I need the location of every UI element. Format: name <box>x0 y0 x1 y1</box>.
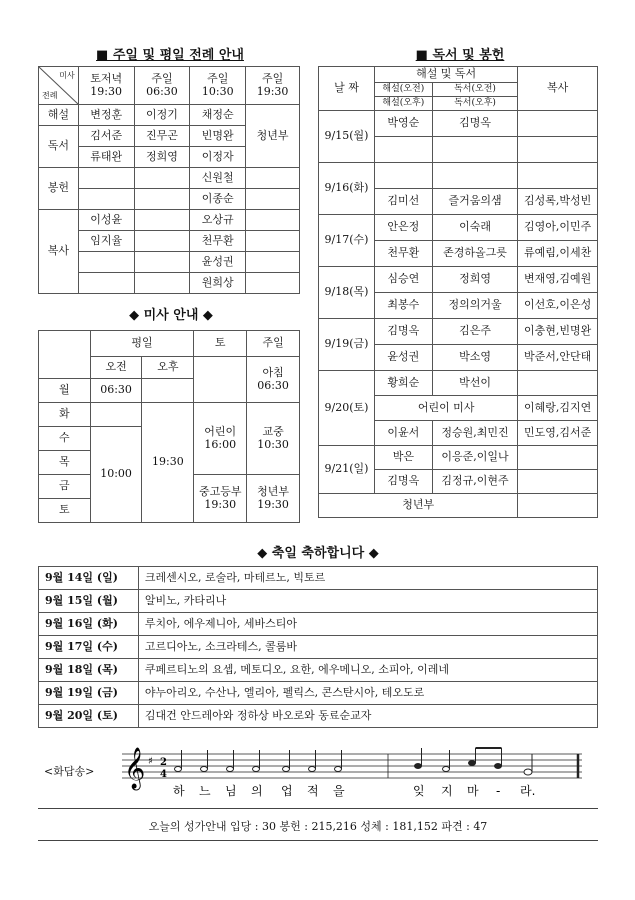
table-cell: 즐거움의샘 <box>432 189 518 215</box>
mon-am: 06:30 <box>90 379 142 403</box>
reading-table <box>318 66 598 518</box>
table-cell: 민도영,김서준 <box>518 421 598 446</box>
date-0918: 9/18(목) <box>319 267 375 319</box>
table-cell <box>142 379 194 403</box>
table-cell: 이충현,빈명완 <box>518 319 598 345</box>
header-sat: 토저녁 19:30 <box>78 67 134 105</box>
day-wed: 수 <box>39 427 91 451</box>
table-cell: 김영아,이민주 <box>518 215 598 241</box>
table-cell <box>246 273 300 294</box>
liturgy-title: ■ 주일 및 평일 전례 안내 <box>96 48 244 63</box>
table-cell: 김성록,박성빈 <box>518 189 598 215</box>
table-cell <box>246 168 300 189</box>
day-tue: 화 <box>39 403 91 427</box>
table-cell: 야누아리오, 수산나, 엘리아, 펠릭스, 콘스탄시아, 테오도로 <box>138 682 597 705</box>
svg-text:2: 2 <box>160 757 167 768</box>
cell: 천무환 <box>190 231 246 252</box>
table-cell: 정승원,최민진 <box>432 421 518 446</box>
cell: 이성윤 <box>78 210 134 231</box>
table-cell: 존경하올그릇 <box>432 241 518 267</box>
cell: 원희상 <box>190 273 246 294</box>
table-cell <box>90 403 142 427</box>
table-cell: 알비노, 카타리나 <box>138 590 597 613</box>
song-label: <화답송> <box>44 765 95 778</box>
table-cell: 9월 20일 (토) <box>39 705 139 728</box>
treble-clef-icon: 𝄞 <box>124 748 146 789</box>
table-cell: 김미선 <box>374 189 432 215</box>
youth-cell: 청년부 <box>246 105 300 168</box>
table-cell: 박선이 <box>432 371 518 396</box>
table-cell <box>374 163 432 189</box>
date-0915: 9/15(월) <box>319 111 375 163</box>
table-cell <box>194 357 247 403</box>
table-cell <box>246 231 300 252</box>
table-cell: 크레센시오, 로술라, 마테르노, 빅토르 <box>138 567 597 590</box>
cell: 이정자 <box>190 147 246 168</box>
cell: 변정훈 <box>78 105 134 126</box>
table-cell <box>432 163 518 189</box>
h-boksa: 복사 <box>518 67 598 111</box>
header-sun-0630: 주일 06:30 <box>134 67 190 105</box>
cell: 김서준 <box>78 126 134 147</box>
cell: 임지율 <box>78 231 134 252</box>
table-cell <box>432 137 518 163</box>
sun-header: 주일 <box>247 331 300 357</box>
table-cell <box>134 252 190 273</box>
table-cell <box>518 494 598 518</box>
table-cell <box>246 210 300 231</box>
table-cell <box>246 252 300 273</box>
table-cell: 이윤서 <box>374 421 432 446</box>
table-cell: 김명옥 <box>374 319 432 345</box>
table-cell: 윤성권 <box>374 345 432 371</box>
cell: 이종순 <box>190 189 246 210</box>
day-fri: 금 <box>39 475 91 499</box>
am-1000: 10:00 <box>90 427 142 523</box>
table-cell: 이혜랑,김지연 <box>518 396 598 421</box>
table-cell: 청년부 <box>319 494 518 518</box>
table-cell <box>78 168 134 189</box>
table-cell: 김명옥 <box>432 111 518 137</box>
cell: 정희영 <box>134 147 190 168</box>
sat-child: 어린이 16:00 <box>194 403 247 475</box>
header-sun-1030: 주일 10:30 <box>190 67 246 105</box>
table-cell: 정의의거울 <box>432 293 518 319</box>
table-cell <box>518 446 598 470</box>
date-0921: 9/21(일) <box>319 446 375 494</box>
svg-text:하: 하 <box>173 784 185 798</box>
table-cell <box>518 470 598 494</box>
table-cell <box>78 273 134 294</box>
day-thu: 목 <box>39 451 91 475</box>
footer-rule-bottom <box>38 840 598 841</box>
table-cell <box>134 189 190 210</box>
table-cell: 최봉수 <box>374 293 432 319</box>
cell: 빈명완 <box>190 126 246 147</box>
pm-1930: 19:30 <box>142 403 194 523</box>
liturgy-table <box>38 66 300 294</box>
svg-text:의: 의 <box>251 784 263 798</box>
table-cell: 독서(오전) <box>432 83 518 97</box>
role-dokseo: 독서 <box>39 126 79 168</box>
feast-table <box>38 566 598 728</box>
date-0919: 9/19(금) <box>319 319 375 371</box>
mass-table <box>38 330 300 523</box>
day-sat: 토 <box>39 499 91 523</box>
role-boksa: 복사 <box>39 210 79 294</box>
cell: 오상규 <box>190 210 246 231</box>
cell: 채정순 <box>190 105 246 126</box>
am-header: 오전 <box>90 357 142 379</box>
table-cell: 9월 14일 (일) <box>39 567 139 590</box>
table-cell: 황희순 <box>374 371 432 396</box>
table-cell: 박준서,안단태 <box>518 345 598 371</box>
svg-text:4: 4 <box>160 769 167 780</box>
table-cell: 9월 17일 (수) <box>39 636 139 659</box>
table-cell: 심승연 <box>374 267 432 293</box>
table-cell: 이응준,이일나 <box>432 446 518 470</box>
reading-title: ■ 독서 및 봉헌 <box>415 48 505 63</box>
diag-header-cell: 미사 전례 <box>39 67 79 105</box>
table-cell: 루치아, 에우제니아, 세바스티아 <box>138 613 597 636</box>
cell: 류태완 <box>78 147 134 168</box>
table-cell: 9월 18일 (목) <box>39 659 139 682</box>
table-cell <box>518 111 598 137</box>
table-cell <box>78 252 134 273</box>
table-cell <box>134 210 190 231</box>
svg-text:을: 을 <box>333 784 345 798</box>
table-cell <box>518 163 598 189</box>
table-cell: 아침 06:30 <box>247 357 300 403</box>
table-cell <box>246 189 300 210</box>
table-cell <box>374 137 432 163</box>
weekday-header: 평일 <box>90 331 194 357</box>
table-cell: 9월 15일 (월) <box>39 590 139 613</box>
music-staff <box>120 742 590 802</box>
svg-text:-: - <box>496 784 501 798</box>
date-0920: 9/20(토) <box>319 371 375 446</box>
svg-text:님: 님 <box>225 784 237 798</box>
svg-text:지: 지 <box>441 784 453 798</box>
table-cell: 변재영,김예원 <box>518 267 598 293</box>
role-bongheon: 봉헌 <box>39 168 79 210</box>
cell: 진무곤 <box>134 126 190 147</box>
table-cell: 해설(오전) <box>374 83 432 97</box>
cell: 신원철 <box>190 168 246 189</box>
table-cell: 9월 16일 (화) <box>39 613 139 636</box>
table-cell: 김명옥 <box>374 470 432 494</box>
cell: 윤성권 <box>190 252 246 273</box>
table-cell: 정희영 <box>432 267 518 293</box>
sat-youth: 중고등부 19:30 <box>194 475 247 523</box>
cell: 이정기 <box>134 105 190 126</box>
mass-title: ◆ 미사 안내 ◆ <box>129 308 213 323</box>
table-cell: 천무환 <box>374 241 432 267</box>
table-cell: 해설(오후) <box>374 97 432 111</box>
table-cell: 박소영 <box>432 345 518 371</box>
date-0916: 9/16(화) <box>319 163 375 215</box>
table-cell: 안은정 <box>374 215 432 241</box>
feast-title: ◆ 축일 축하합니다 ◆ <box>257 546 379 561</box>
svg-text:느: 느 <box>199 784 211 798</box>
table-cell: 어린이 미사 <box>374 396 517 421</box>
table-cell: 김정규,이현주 <box>432 470 518 494</box>
table-cell <box>78 189 134 210</box>
h-main: 해설 및 독서 <box>374 67 517 83</box>
date-0917: 9/17(수) <box>319 215 375 267</box>
table-cell <box>39 331 91 379</box>
day-mon: 월 <box>39 379 91 403</box>
role-haesul: 해설 <box>39 105 79 126</box>
svg-text:잊: 잊 <box>413 784 425 798</box>
table-cell <box>134 231 190 252</box>
table-cell: 9월 19일 (금) <box>39 682 139 705</box>
table-cell: 독서(오후) <box>432 97 518 111</box>
pm-header: 오후 <box>142 357 194 379</box>
table-cell: 이선호,이은성 <box>518 293 598 319</box>
table-cell: 박영순 <box>374 111 432 137</box>
svg-text:적: 적 <box>307 784 319 798</box>
footer-rule-top <box>38 808 598 809</box>
table-cell: 류예림,이세찬 <box>518 241 598 267</box>
table-cell: 이숙래 <box>432 215 518 241</box>
svg-text:업: 업 <box>281 784 293 798</box>
svg-text:마: 마 <box>467 784 479 798</box>
table-cell: 박은 <box>374 446 432 470</box>
footer-hymns: 오늘의 성가안내 입당 : 30 봉헌 : 215,216 성체 : 181,152 파견 : 47 <box>148 820 488 833</box>
table-cell <box>134 273 190 294</box>
sun-main: 교중 10:30 <box>247 403 300 475</box>
table-cell: 김은주 <box>432 319 518 345</box>
h-date: 날 짜 <box>319 67 375 111</box>
table-cell <box>518 371 598 396</box>
sat-header: 토 <box>194 331 247 357</box>
sharp-icon: ♯ <box>148 756 153 767</box>
header-sun-1930: 주일 19:30 <box>246 67 300 105</box>
svg-text:라.: 라. <box>520 784 536 798</box>
table-cell <box>134 168 190 189</box>
table-cell: 김대건 안드레아와 정하상 바오로와 동료순교자 <box>138 705 597 728</box>
table-cell <box>518 137 598 163</box>
sun-youth: 청년부 19:30 <box>247 475 300 523</box>
table-cell: 고르디아노, 소크라테스, 콜룸바 <box>138 636 597 659</box>
table-cell: 쿠페르티노의 요셉, 메토디오, 요한, 에우메니오, 소피아, 이레네 <box>138 659 597 682</box>
